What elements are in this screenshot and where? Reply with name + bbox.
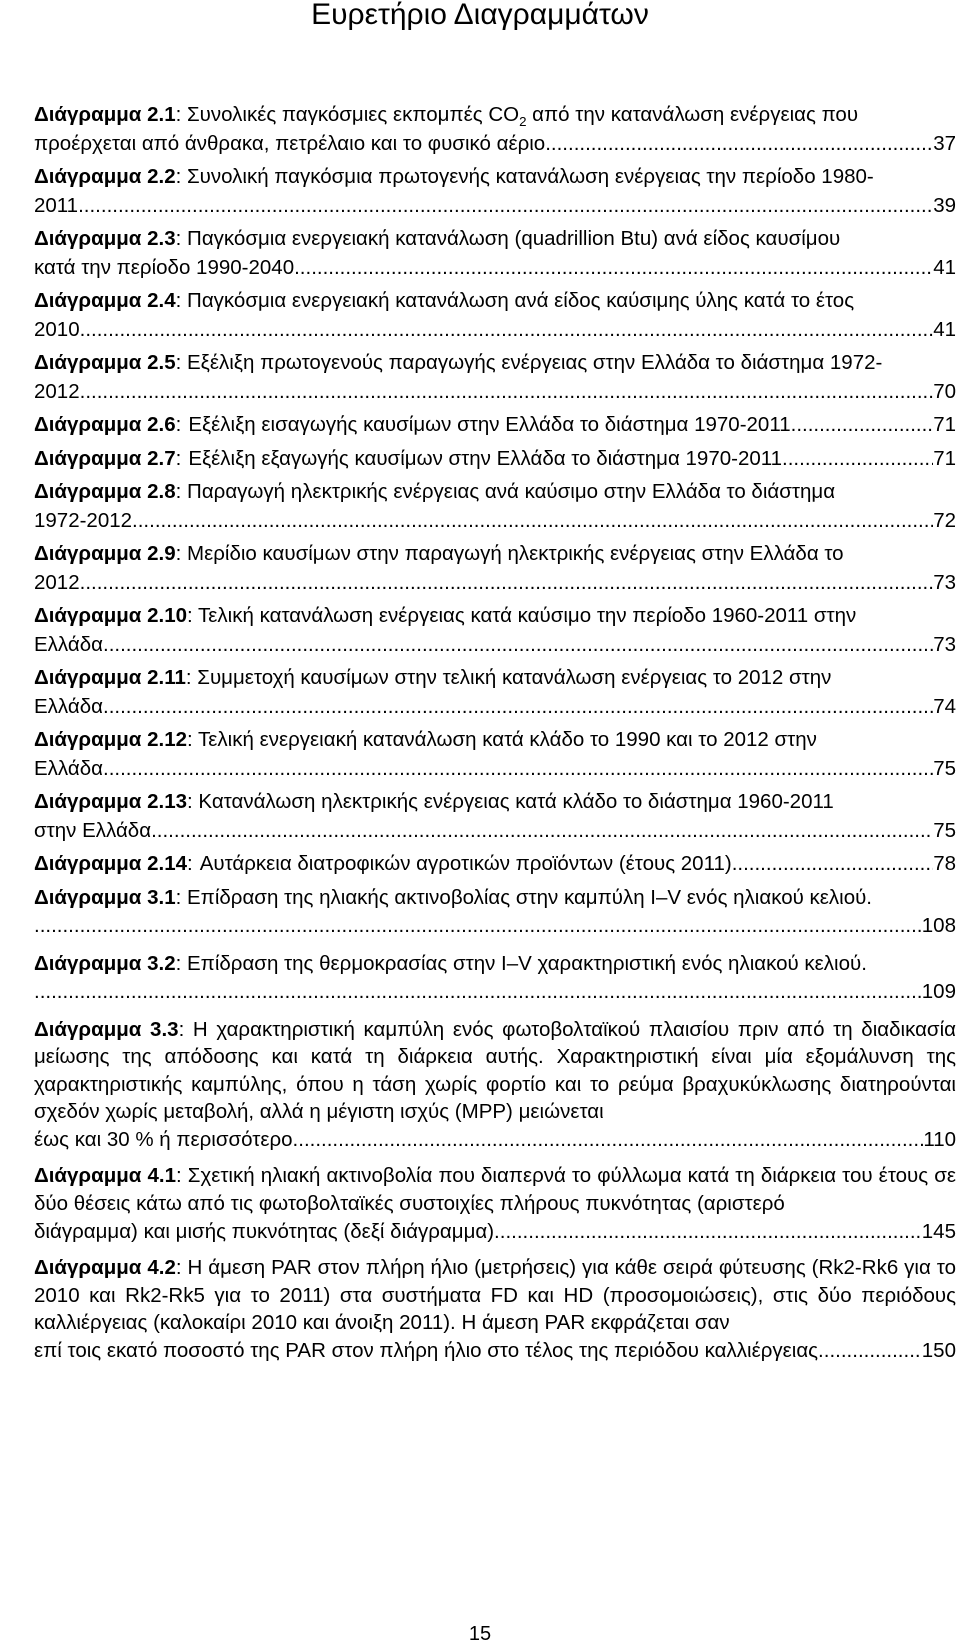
toc-entry-text xyxy=(34,788,956,817)
toc-entry[interactable] xyxy=(34,602,956,659)
toc-entry[interactable] xyxy=(34,411,956,440)
figure-caption: Παγκόσμια ενεργειακή κατανάλωση (quadrillion Btu) ανά είδος καυσίμου xyxy=(181,227,841,250)
dot-leader xyxy=(85,378,933,407)
toc-entry-text xyxy=(34,349,956,378)
label-colon: : xyxy=(175,446,182,470)
toc-entry-text xyxy=(34,163,956,192)
dot-leader xyxy=(824,1337,922,1365)
toc-entry-leader-line xyxy=(34,755,956,784)
toc-entry-leader-line xyxy=(34,1337,956,1365)
figure-caption-end: Ελλάδα. xyxy=(34,632,109,656)
figure-label: Διάγραμμα 3.2 xyxy=(34,951,176,975)
toc-entry[interactable] xyxy=(34,726,956,783)
figure-label: Διάγραμμα 3.3 xyxy=(34,1017,179,1041)
toc-entry-text xyxy=(34,1162,956,1217)
figure-label: Διάγραμμα 2.4 xyxy=(34,289,176,312)
figure-label: Διάγραμμα 2.7 xyxy=(34,446,176,470)
figure-caption: Η άμεση PAR στον πλήρη ήλιο (μετρήσεις) για κάθε σειρά φύτευσης (Rk2-Rk6 για το 2010 και Rk2-Rk5 για το 2011) στα συστήματα FD και HD (προσομοιώσεις), στις δύο περιόδους καλλιέργειας (καλοκαίρι 2010 και άνοιξη 2011). Η άμεση PAR εκφράζεται σαν xyxy=(34,1256,956,1335)
label-colon: : xyxy=(175,103,182,126)
page-reference[interactable]: 78 xyxy=(933,852,956,875)
dot-leader xyxy=(551,130,933,159)
toc-entry[interactable] xyxy=(34,540,956,597)
figure-caption-end: Εξέλιξη εξαγωγής καυσίμων στην Ελλάδα το διάστημα 1970-2011. xyxy=(188,446,788,470)
toc-entry-leader-line xyxy=(34,912,956,941)
label-colon: : xyxy=(175,289,182,312)
toc-entry-text xyxy=(34,101,956,130)
figure-caption-end: Ελλάδα. xyxy=(34,756,109,780)
dot-leader xyxy=(109,693,934,722)
dot-leader xyxy=(109,631,934,660)
label-colon: : xyxy=(175,1256,182,1280)
toc-entry[interactable] xyxy=(34,101,956,158)
toc-entry-text xyxy=(34,726,956,755)
figure-label: Διάγραμμα 2.11 xyxy=(34,666,186,689)
figure-label: Διάγραμμα 2.12 xyxy=(34,728,187,751)
figure-caption: Επίδραση της θερμοκρασίας στην I–V χαρακτηριστική ενός ηλιακού κελιού. xyxy=(181,951,867,975)
figure-label: Διάγραμμα 2.14 xyxy=(34,852,187,875)
label-colon: : xyxy=(187,852,193,875)
figure-caption: Συνολική παγκόσμια πρωτογενής κατανάλωση ενέργειας την περίοδο 1980- xyxy=(181,165,874,188)
figure-caption-end: κατά την περίοδο 1990-2040. xyxy=(34,255,300,279)
toc-entry-leader-line xyxy=(34,693,956,722)
toc-entry[interactable] xyxy=(34,225,956,282)
page-reference[interactable]: 74 xyxy=(933,694,956,718)
figure-label: Διάγραμμα 2.13 xyxy=(34,790,187,813)
page-reference[interactable]: 110 xyxy=(923,1127,956,1151)
table-of-figures xyxy=(34,101,956,1374)
page-reference[interactable]: 72 xyxy=(933,508,956,532)
toc-entry-leader-line xyxy=(34,507,956,536)
label-colon: : xyxy=(178,1017,185,1041)
toc-entry-leader-line xyxy=(34,569,956,598)
toc-entry[interactable] xyxy=(34,1016,956,1154)
label-colon: : xyxy=(175,165,182,188)
figure-caption: Τελική κατανάλωση ενέργειας κατά καύσιμο την περίοδο 1960-2011 στην xyxy=(192,604,857,627)
dot-leader xyxy=(500,1218,922,1246)
figure-caption-end: Εξέλιξη εισαγωγής καυσίμων στην Ελλάδα το διάστημα 1970-2011. xyxy=(188,413,797,436)
dot-leader xyxy=(788,445,933,474)
page-reference[interactable]: 70 xyxy=(933,379,956,403)
label-colon: : xyxy=(175,1164,182,1188)
figure-caption-end: διάγραμμα) και μισής πυκνότητας (δεξί διάγραμμα). xyxy=(34,1219,500,1243)
toc-entry-text xyxy=(34,1016,956,1126)
page-reference[interactable]: 71 xyxy=(933,413,956,436)
figure-caption-end: 2012. xyxy=(34,570,86,594)
figure-caption-end: 2012. xyxy=(34,379,86,403)
figure-caption-end: επί τοις εκατό ποσοστό της PAR στον πλήρη ήλιο στο τέλος της περιόδου καλλιέργειας. xyxy=(34,1339,824,1363)
toc-entry[interactable] xyxy=(34,950,956,1007)
toc-entry-leader-line xyxy=(34,130,956,159)
page-reference[interactable]: 73 xyxy=(933,632,956,656)
page-reference[interactable]: 150 xyxy=(921,1339,956,1363)
toc-entry[interactable] xyxy=(34,478,956,535)
figure-label: Διάγραμμα 2.1 xyxy=(34,103,176,126)
dot-leader xyxy=(298,1126,923,1154)
label-colon: : xyxy=(175,951,182,975)
dot-leader xyxy=(84,192,933,221)
figure-caption-end: 2011. xyxy=(34,193,84,217)
toc-entry-text xyxy=(34,664,956,693)
toc-entry-leader-line xyxy=(34,254,956,283)
page-reference[interactable]: 108 xyxy=(921,914,956,937)
label-colon: : xyxy=(187,604,193,627)
toc-entry[interactable] xyxy=(34,884,956,941)
label-colon: : xyxy=(175,227,182,250)
page-reference[interactable]: 41 xyxy=(933,317,956,341)
toc-entry-text xyxy=(34,540,956,569)
page-reference[interactable]: 73 xyxy=(933,570,956,594)
toc-entry-leader-line xyxy=(34,316,956,345)
page-reference[interactable]: 75 xyxy=(933,756,956,780)
toc-entry-text xyxy=(34,225,956,254)
toc-entry[interactable] xyxy=(34,287,956,344)
page-reference[interactable]: 75 xyxy=(933,818,956,842)
toc-entry-text xyxy=(34,602,956,631)
label-colon: : xyxy=(175,885,182,909)
subscript: 2 xyxy=(519,114,527,130)
figure-caption-end: στην Ελλάδα. xyxy=(34,818,157,842)
toc-entry-leader-line xyxy=(34,192,956,221)
toc-entry-leader-line xyxy=(34,631,956,660)
toc-entry[interactable] xyxy=(34,850,956,879)
figure-label: Διάγραμμα 3.1 xyxy=(34,885,176,909)
label-colon: : xyxy=(187,790,193,813)
figure-caption: Παραγωγή ηλεκτρικής ενέργειας ανά καύσιμο στην Ελλάδα το διάστημα xyxy=(181,480,836,503)
page-number: 15 xyxy=(468,1623,492,1645)
toc-entry-leader-line xyxy=(34,1218,956,1246)
figure-label: Διάγραμμα 2.2 xyxy=(34,165,176,188)
figure-label: Διάγραμμα 2.3 xyxy=(34,227,176,250)
label-colon: : xyxy=(175,351,182,374)
figure-label: Διάγραμμα 2.8 xyxy=(34,480,176,503)
figure-caption-continued: από την κατανάλωση ενέργειας που xyxy=(526,103,859,126)
figure-caption-end: 1972-2012. xyxy=(34,508,138,532)
page-reference[interactable]: 145 xyxy=(921,1219,956,1243)
figure-label: Διάγραμμα 4.1 xyxy=(34,1164,176,1188)
toc-entry-leader-line xyxy=(34,445,956,474)
dot-leader xyxy=(34,978,922,1007)
figure-label: Διάγραμμα 4.2 xyxy=(34,1256,176,1280)
toc-entry[interactable] xyxy=(34,445,956,474)
figure-caption: Η χαρακτηριστική καμπύλη ενός φωτοβολταϊκού πλαισίου πριν από τη διαδικασία μείωσης της απόδοσης και κατά τη διάρκεια αυτής. Χαρακτηριστική είναι μία εξομάλυνση της χαρακτηριστικής καμπύλης, όπου η τάση χωρίς φορτίο και το ρεύμα βραχυκύκλωσης διατηρούνται σχεδόν χωρίς μεταβολή, αλλά η μέγιστη ισχύς (MPP) μειώνεται xyxy=(34,1017,956,1124)
figure-label: Διάγραμμα 2.6 xyxy=(34,413,176,436)
toc-entry-leader-line xyxy=(34,850,956,879)
dot-leader xyxy=(85,569,933,598)
dot-leader xyxy=(85,316,933,345)
label-colon: : xyxy=(187,728,193,751)
figure-caption: Παγκόσμια ενεργειακή κατανάλωση ανά είδος καύσιμης ύλης κατά το έτος xyxy=(181,289,855,312)
dot-leader xyxy=(300,254,933,283)
figure-caption: Μερίδιο καυσίμων στην παραγωγή ηλεκτρικής ενέργειας στην Ελλάδα το xyxy=(181,542,844,565)
toc-entry-text xyxy=(34,478,956,507)
figure-caption-end: προέρχεται από άνθρακα, πετρέλαιο και το φυσικό αέριο. xyxy=(34,131,551,155)
toc-entry[interactable] xyxy=(34,163,956,220)
figure-label: Διάγραμμα 2.10 xyxy=(34,604,187,627)
toc-entry-text xyxy=(34,950,956,979)
dot-leader xyxy=(796,411,933,440)
figure-caption-end: Ελλάδα. xyxy=(34,694,109,718)
toc-entry[interactable] xyxy=(34,1162,956,1245)
figure-caption: Σχετική ηλιακή ακτινοβολία που διαπερνά το φύλλωμα κατά τη διάρκεια του έτους σε δύο θέσεις κάτω από τις φωτοβολταϊκές συστοιχίες πλήρους πυκνότητας (αριστερό xyxy=(34,1164,956,1216)
toc-entry-leader-line xyxy=(34,1126,956,1154)
toc-entry[interactable] xyxy=(34,349,956,406)
page-reference[interactable]: 37 xyxy=(933,131,956,155)
label-colon: : xyxy=(175,480,182,503)
toc-entry-leader-line xyxy=(34,378,956,407)
label-colon: : xyxy=(185,666,192,689)
toc-entry-leader-line xyxy=(34,978,956,1007)
page-reference[interactable]: 39 xyxy=(933,193,956,217)
toc-entry-text xyxy=(34,884,956,913)
toc-entry[interactable] xyxy=(34,788,956,845)
label-colon: : xyxy=(175,413,182,436)
figure-label: Διάγραμμα 2.5 xyxy=(34,351,176,374)
figure-caption-end: Αυτάρκεια διατροφικών αγροτικών προϊόντων (έτους 2011). xyxy=(199,852,738,875)
figure-caption: Συνολικές παγκόσμιες εκπομπές CO xyxy=(181,103,520,126)
page-title: Ευρετήριο Διαγραμμάτων xyxy=(311,0,649,31)
dot-leader xyxy=(737,850,933,879)
figure-caption: Κατανάλωση ηλεκτρικής ενέργειας κατά κλάδο το διάστημα 1960-2011 xyxy=(192,790,834,813)
toc-entry-text xyxy=(34,287,956,316)
page-reference[interactable]: 41 xyxy=(933,255,956,279)
figure-caption-end: έως και 30 % ή περισσότερο. xyxy=(34,1127,299,1151)
figure-caption: Συμμετοχή καυσίμων στην τελική κατανάλωση ενέργειας το 2012 στην xyxy=(191,666,832,689)
label-colon: : xyxy=(175,542,182,565)
toc-entry[interactable] xyxy=(34,664,956,721)
dot-leader xyxy=(34,912,922,941)
toc-entry-leader-line xyxy=(34,411,956,440)
page-reference[interactable]: 71 xyxy=(933,446,956,470)
toc-entry-leader-line xyxy=(34,817,956,846)
dot-leader xyxy=(138,507,933,536)
figure-caption: Τελική ενεργειακή κατανάλωση κατά κλάδο το 1990 και το 2012 στην xyxy=(192,728,817,751)
figure-caption: Εξέλιξη πρωτογενούς παραγωγής ενέργειας στην Ελλάδα το διάστημα 1972- xyxy=(181,351,883,374)
page-reference[interactable]: 109 xyxy=(921,980,956,1003)
dot-leader xyxy=(157,817,933,846)
dot-leader xyxy=(109,755,934,784)
toc-entry-text xyxy=(34,1254,956,1337)
figure-label: Διάγραμμα 2.9 xyxy=(34,542,176,565)
toc-entry[interactable] xyxy=(34,1254,956,1364)
figure-caption: Επίδραση της ηλιακής ακτινοβολίας στην καμπύλη I–V ενός ηλιακού κελιού. xyxy=(181,885,873,909)
figure-caption-end: 2010. xyxy=(34,317,86,341)
